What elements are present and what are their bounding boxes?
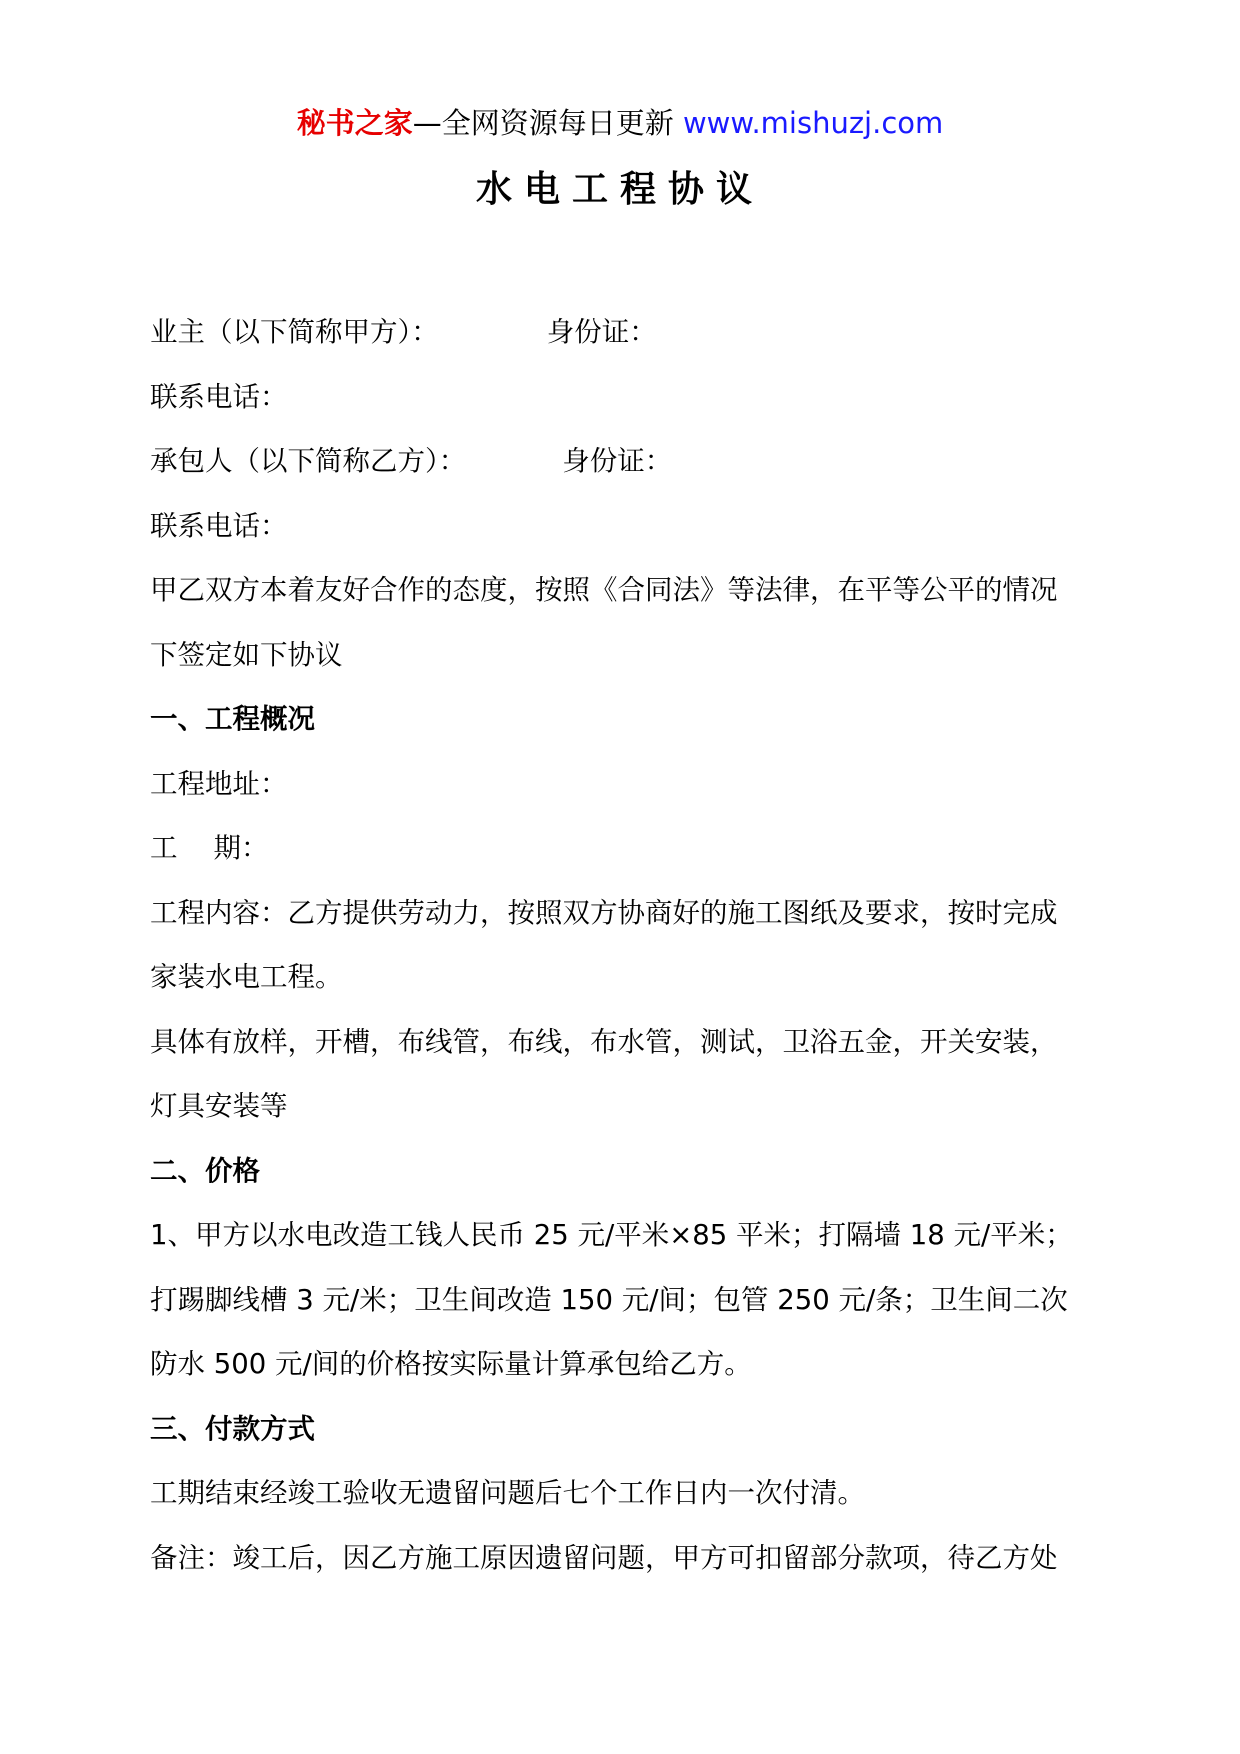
site-header bbox=[0, 103, 1240, 143]
party-a-id-label: 身份证： bbox=[546, 316, 657, 348]
document-title: 水电工程协议 bbox=[475, 169, 764, 210]
party-a-line bbox=[150, 300, 1130, 365]
payment-note-line: 备注：竣工后，因乙方施工原因遗留问题，甲方可扣留部分款项，待乙方处 bbox=[150, 1541, 1058, 1574]
party-b-label: 承包人（以下简称乙方）： bbox=[150, 445, 467, 477]
document-body bbox=[150, 300, 1130, 1590]
party-b-line bbox=[150, 429, 1130, 494]
section-heading-price: 二、价格 bbox=[150, 1154, 260, 1187]
intro-line-1: 甲乙双方本着友好合作的态度，按照《合同法》等法律，在平等公平的情况 bbox=[150, 574, 1058, 606]
party-a-phone: 联系电话： bbox=[150, 380, 288, 413]
price-content-line: 1、甲方以水电改造工钱人民币 25 元/平米×85 平米；打隔墙 18 元/平米； bbox=[150, 1219, 1073, 1251]
address-label: 工程地址： bbox=[150, 767, 288, 800]
party-a-label: 业主（以下简称甲方）： bbox=[150, 316, 439, 348]
period-label-b: 期： bbox=[213, 832, 269, 864]
site-url[interactable]: www.mishuzj.com bbox=[682, 106, 944, 140]
party-b-phone: 联系电话： bbox=[150, 509, 288, 542]
overview-content-line: 家装水电工程。 bbox=[150, 961, 343, 993]
price-content-line: 打踢脚线槽 3 元/米；卫生间改造 150 元/间；包管 250 元/条；卫生间二次 bbox=[150, 1283, 1068, 1316]
overview-content-line: 具体有放样，开槽，布线管，布线，布水管，测试，卫浴五金，开关安装， bbox=[150, 1025, 1058, 1058]
overview-content-line: 灯具安装等 bbox=[150, 1090, 288, 1122]
section-heading-payment: 三、付款方式 bbox=[150, 1412, 315, 1445]
payment-content-line: 工期结束经竣工验收无遗留问题后七个工作日内一次付清。 bbox=[150, 1477, 865, 1509]
section-heading-overview: 一、工程概况 bbox=[150, 703, 315, 735]
period-label-a: 工 bbox=[150, 832, 178, 864]
overview-content-line: 工程内容：乙方提供劳动力，按照双方协商好的施工图纸及要求，按时完成 bbox=[150, 896, 1058, 929]
header-tagline: —全网资源每日更新 bbox=[412, 106, 674, 140]
brand-name: 秘书之家 bbox=[296, 106, 413, 140]
party-b-id-label: 身份证： bbox=[562, 445, 673, 477]
intro-line-2: 下签定如下协议 bbox=[150, 638, 343, 671]
period-line bbox=[150, 816, 1130, 881]
price-content-line: 防水 500 元/间的价格按实际量计算承包给乙方。 bbox=[150, 1348, 752, 1380]
